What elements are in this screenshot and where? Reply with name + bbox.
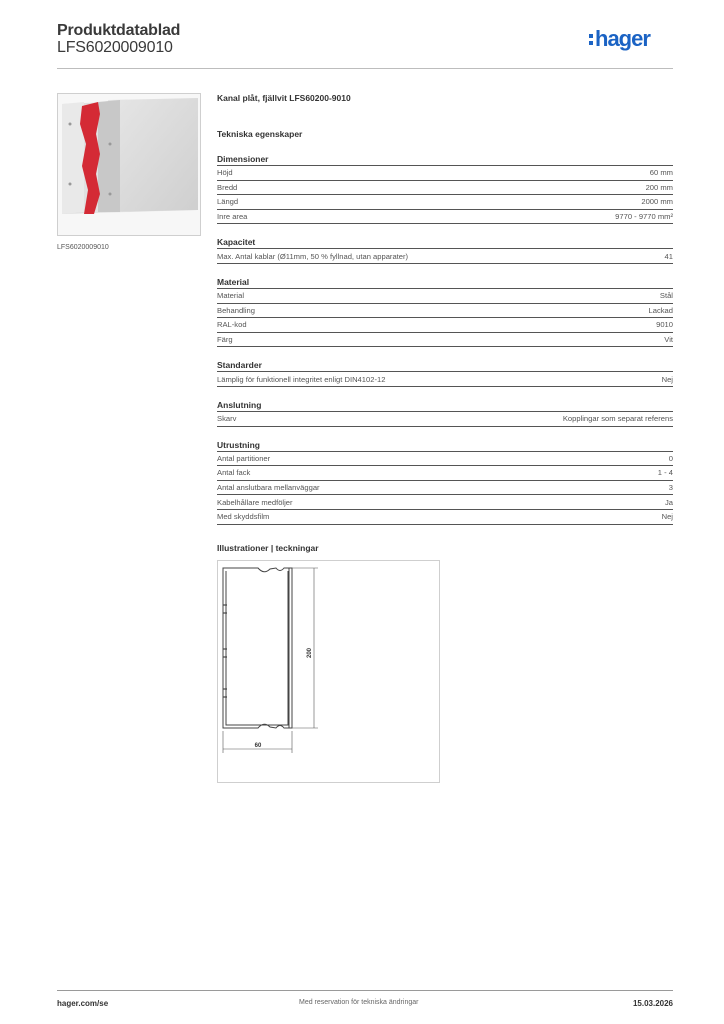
footer-website: hager.com/se xyxy=(57,999,109,1008)
spec-label: Behandling xyxy=(217,305,256,315)
spec-label: Höjd xyxy=(217,168,233,178)
section-dimensioner xyxy=(217,154,673,224)
spec-row xyxy=(217,181,673,196)
spec-row xyxy=(217,249,673,264)
spec-value: 200 mm xyxy=(645,182,673,192)
tech-specs-heading: Tekniska egenskaper xyxy=(217,129,303,139)
spec-value: Stål xyxy=(659,291,673,301)
section-anslutning xyxy=(217,400,673,427)
spec-label: Skarv xyxy=(217,414,237,424)
spec-row xyxy=(217,210,673,225)
spec-value: Nej xyxy=(661,512,673,522)
profile-body xyxy=(223,568,292,728)
spec-label: Lämplig för funktionell integritet enligt DIN4102-12 xyxy=(217,374,386,384)
spec-value: 0 xyxy=(668,453,673,463)
trunking-profile-drawing xyxy=(218,561,439,782)
spec-value: 3 xyxy=(668,483,673,493)
spec-row xyxy=(217,495,673,510)
spec-content xyxy=(217,93,673,555)
footer-date: 15.03.2026 xyxy=(632,999,673,1008)
cable-trunking-image xyxy=(58,94,200,235)
spec-value: Kopplingar som separat referens xyxy=(562,414,673,424)
spec-label: Kabelhållare medföljer xyxy=(217,497,293,507)
footer-divider xyxy=(57,990,673,991)
dimension-width-label: 60 xyxy=(254,743,262,749)
spec-value: 41 xyxy=(664,251,673,261)
spec-value: 1 - 4 xyxy=(657,468,673,478)
spec-row xyxy=(217,466,673,481)
spec-value: Vit xyxy=(664,335,673,345)
section-title: Standarder xyxy=(217,360,673,372)
section-utrustning xyxy=(217,440,673,525)
logo-wordmark: hager xyxy=(595,27,650,51)
product-photo xyxy=(57,93,201,236)
spec-row xyxy=(217,289,673,304)
spec-row xyxy=(217,372,673,387)
logo-dot-bottom xyxy=(589,41,593,45)
spec-row xyxy=(217,166,673,181)
logo-dot-top xyxy=(589,34,593,38)
section-title: Kapacitet xyxy=(217,237,673,249)
section-standarder xyxy=(217,360,673,387)
spec-label: Inre area xyxy=(217,212,248,222)
spec-value: 60 mm xyxy=(649,168,673,178)
spec-label: Antal partitioner xyxy=(217,453,271,463)
section-material xyxy=(217,277,673,347)
spec-label: RAL-kod xyxy=(217,320,247,330)
spec-row xyxy=(217,452,673,467)
illustrations-heading: Illustrationer | teckningar xyxy=(217,542,319,553)
section-title: Dimensioner xyxy=(217,154,673,166)
spec-value: 9770 - 9770 mm² xyxy=(615,212,673,222)
spec-row xyxy=(217,333,673,348)
document-title: Produktdatablad xyxy=(57,22,181,39)
spec-label: Max. Antal kablar (Ø11mm, 50 % fyllnad, utan apparater) xyxy=(217,251,409,261)
spec-label: Antal fack xyxy=(217,468,251,478)
footer-disclaimer: Med reservation för tekniska ändringar xyxy=(299,999,419,1006)
section-kapacitet xyxy=(217,237,673,264)
spec-row xyxy=(217,412,673,427)
spec-value: Nej xyxy=(661,374,673,384)
spec-label: Färg xyxy=(217,335,233,345)
page-header xyxy=(57,20,673,70)
spec-row xyxy=(217,318,673,333)
spec-label: Med skyddsfilm xyxy=(217,512,270,522)
spec-row xyxy=(217,195,673,210)
spec-value: 2000 mm xyxy=(641,197,673,207)
spec-row xyxy=(217,510,673,525)
photo-caption: LFS6020009010 xyxy=(57,244,109,251)
product-number: LFS6020009010 xyxy=(57,39,173,56)
spec-row xyxy=(217,481,673,496)
spec-label: Bredd xyxy=(217,182,238,192)
dimension-height-label: 200 xyxy=(307,647,313,659)
spec-value: Ja xyxy=(664,497,673,507)
spec-value: 9010 xyxy=(656,320,673,330)
header-divider xyxy=(57,68,673,69)
spec-label: Material xyxy=(217,291,245,301)
spec-value: Lackad xyxy=(648,305,673,315)
hager-logo xyxy=(587,27,673,53)
section-title: Material xyxy=(217,277,673,289)
section-title: Utrustning xyxy=(217,440,673,452)
spec-label: Antal anslutbara mellanväggar xyxy=(217,483,320,493)
technical-drawing xyxy=(217,560,440,783)
product-name: Kanal plåt, fjällvit LFS60200-9010 xyxy=(217,93,351,103)
spec-label: Längd xyxy=(217,197,239,207)
spec-row xyxy=(217,304,673,319)
section-title: Anslutning xyxy=(217,400,673,412)
